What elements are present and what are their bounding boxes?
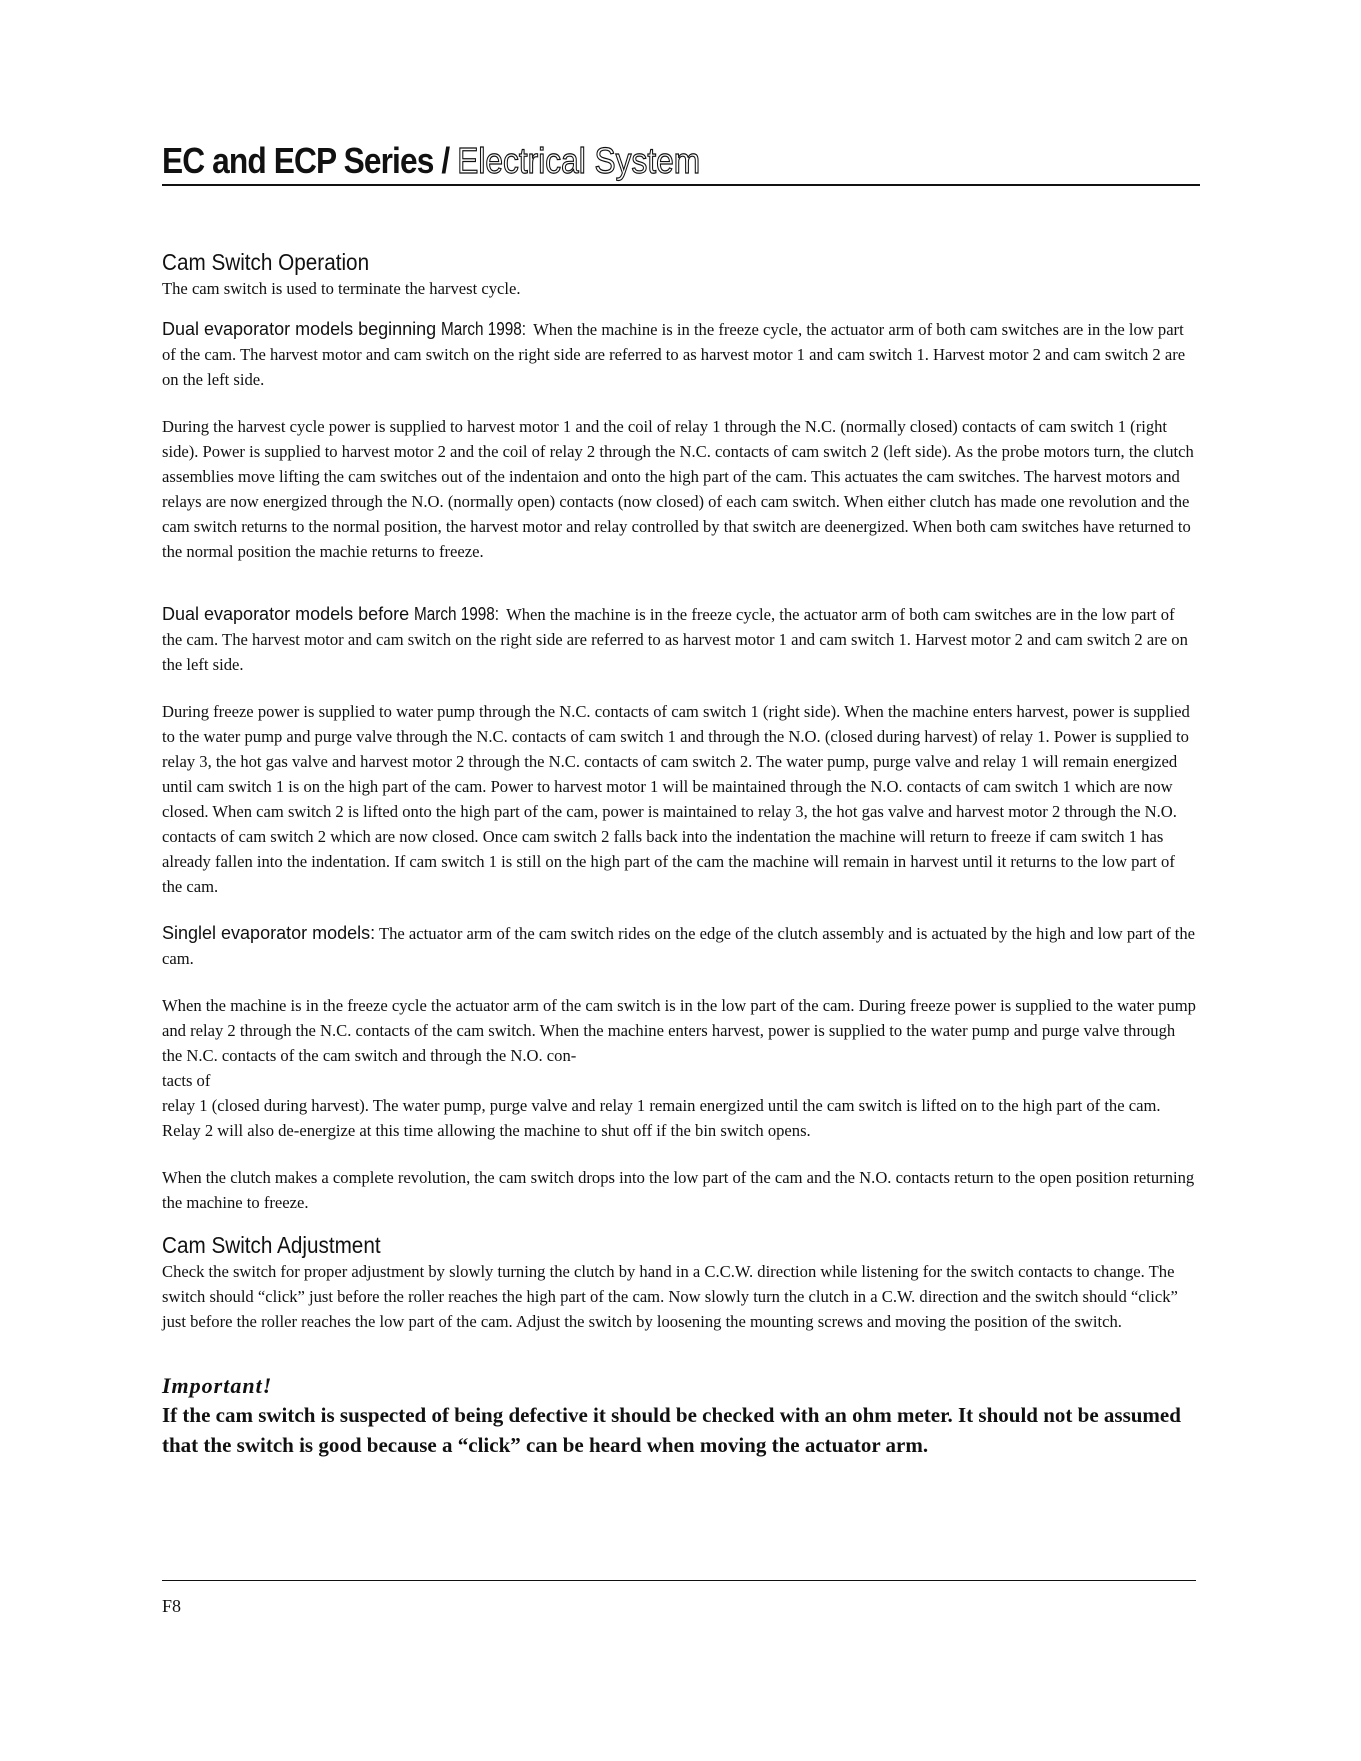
page-number: F8 (162, 1596, 182, 1616)
dual-after-paragraph-2: During the harvest cycle power is supplied to harvest motor 1 and the coil of relay 1 through the N.C. (normally closed) contacts of cam switch 1 (right side). Power is supplied to harvest motor 2 and the coil of relay 2 through the N.C. contacts of cam switch 2 (left side). As the probe motors turn, the clutch assemblies move lifting the cam switches out of the indentaion and onto the high part of the cam. This actuates the cam switches. The harvest motors and relays are now energized through the N.O. (normally open) contacts (now closed) of each cam switch. When either clutch has made one revolution and the cam switch returns to the normal position, the harvest motor and relay controlled by that switch are deenergized. When both cam switches have returned to the normal position the machie returns to freeze. (162, 417, 1194, 561)
footer-divider (162, 1580, 1196, 1581)
dual-before-text-1: When the machine is in the freeze cycle, the actuator arm of both cam switches are in the low part of the cam. The harvest motor and cam switch on the right side are referred to as harvest motor 1 and cam switch 1. Harvest motor 2 and cam switch 2 are on the left side. (162, 605, 1188, 674)
header-title (162, 140, 700, 182)
section-name: Electrical System (457, 140, 701, 181)
cam-switch-operation-title: Cam Switch Operation (162, 249, 370, 275)
single-paragraph-1 (162, 921, 1196, 971)
important-body: If the cam switch is suspected of being defective it should be checked with an ohm meter. It should not be assumed that the switch is good because a “click” can be heard when moving the actuator arm. (162, 1403, 1181, 1457)
single-lead: Singlel evaporator models: (162, 923, 376, 943)
series-name: EC and ECP Series / (162, 140, 450, 181)
cam-switch-intro: The cam switch is used to terminate the harvest cycle. (162, 279, 521, 298)
adjustment-paragraph: Check the switch for proper adjustment by slowly turning the clutch by hand in a C.C.W. direction while listening for the switch contacts to change. The switch should “click” just before the roller reaches the high part of the cam. Now slowly turn the clutch in a C.W. direction and the switch should “click” just before the roller reaches the low part of the cam. Adjust the switch by loosening the mounting screws and moving the position of the switch. (162, 1262, 1178, 1331)
single-text-1: The actuator arm of the cam switch rides on the edge of the clutch assembly and is actuated by the high and low part of the cam. (162, 924, 1196, 968)
dual-before-lead: Dual evaporator models before March 1998: (162, 604, 500, 624)
page-header (162, 140, 1200, 186)
dual-before-paragraph-1 (162, 602, 1196, 677)
dual-after-paragraph-1 (162, 317, 1196, 392)
dual-before-paragraph-2: During freeze power is supplied to water pump through the N.C. contacts of cam switch 1 (right side). When the machine enters harvest, power is supplied to the water pump and purge valve through the N.C. contacts of cam switch 1 and through the N.O. (closed during harvest) of relay 1. Power is supplied to relay 3, the hot gas valve and harvest motor 2 through the N.C. contacts of cam switch 2. The water pump, purge valve and relay 1 will remain energized until cam switch 1 is on the high part of the cam. Power to harvest motor 1 will be maintained through the N.O. contacts of cam switch 1 which are now closed. When cam switch 2 is lifted onto the high part of the cam, power is maintained to relay 3, the hot gas valve and harvest motor 2 through the N.O. contacts of cam switch 2 which are now closed. Once cam switch 2 falls back into the indentation the machine will return to freeze if cam switch 1 has already fallen into the indentation. If cam switch 1 is still on the high part of the cam the machine will remain in harvest until it returns to the low part of the cam. (162, 702, 1190, 896)
single-paragraph-3: When the clutch makes a complete revolution, the cam switch drops into the low part of the cam and the N.O. contacts return to the open position returning the machine to freeze. (162, 1168, 1195, 1212)
dual-after-lead: Dual evaporator models beginning March 1998: (162, 319, 527, 339)
important-title: Important! (162, 1373, 273, 1398)
page-content (162, 248, 1196, 1460)
single-paragraph-2a: When the machine is in the freeze cycle the actuator arm of the cam switch is in the low part of the cam. During freeze power is supplied to the water pump and relay 2 through the N.C. contacts of the cam switch. When the machine enters harvest, power is supplied to the water pump and purge valve through the N.C. contacts of the cam switch and through the N.O. con- (162, 996, 1196, 1065)
dual-after-text-1: When the machine is in the freeze cycle, the actuator arm of both cam switches are in the low part of the cam. The harvest motor and cam switch on the right side are referred to as harvest motor 1 and cam switch 1. Harvest motor 2 and cam switch 2 are on the left side. (162, 320, 1186, 389)
cam-switch-adjustment-title: Cam Switch Adjustment (162, 1232, 381, 1258)
single-paragraph-2c: relay 1 (closed during harvest). The water pump, purge valve and relay 1 remain energized until the cam switch is lifted on to the high part of the cam. Relay 2 will also de-energize at this time allowing the machine to shut off if the bin switch opens. (162, 1096, 1161, 1140)
single-paragraph-2b: tacts of (162, 1071, 211, 1090)
